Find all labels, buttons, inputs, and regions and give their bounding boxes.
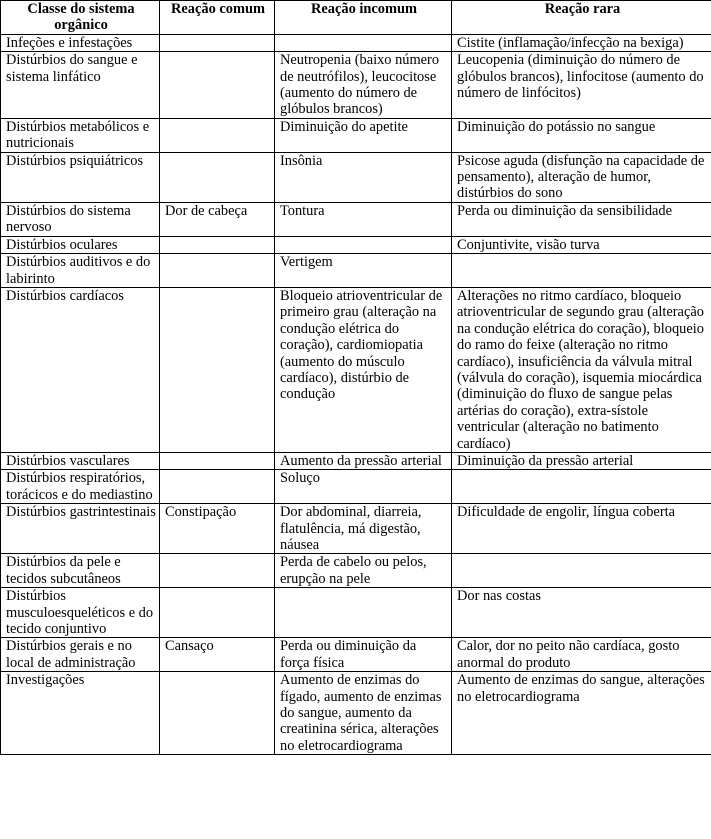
rare-reaction-cell: Cistite (inflamação/infecção na bexiga): [452, 34, 711, 51]
organ-class-cell: Distúrbios auditivos e do labirinto: [1, 254, 160, 288]
common-reaction-cell: [160, 588, 275, 638]
organ-class-cell: Distúrbios do sangue e sistema linfático: [1, 52, 160, 119]
uncommon-reaction-cell: Soluço: [275, 470, 452, 504]
organ-class-cell: Distúrbios cardíacos: [1, 287, 160, 452]
table-row: [1, 672, 711, 755]
table-row: [1, 152, 711, 202]
header-organ-class: Classe do sistema orgânico: [1, 1, 160, 35]
common-reaction-cell: [160, 118, 275, 152]
organ-class-cell: Investigações: [1, 672, 160, 755]
rare-reaction-cell: Diminuição do potássio no sangue: [452, 118, 711, 152]
table-row: [1, 118, 711, 152]
rare-reaction-cell: Diminuição da pressão arterial: [452, 452, 711, 469]
uncommon-reaction-cell: Perda de cabelo ou pelos, erupção na pele: [275, 554, 452, 588]
organ-class-cell: Distúrbios do sistema nervoso: [1, 202, 160, 236]
uncommon-reaction-cell: Tontura: [275, 202, 452, 236]
rare-reaction-cell: [452, 254, 711, 288]
organ-class-cell: Distúrbios musculoesqueléticos e do tecido conjuntivo: [1, 588, 160, 638]
rare-reaction-cell: Dor nas costas: [452, 588, 711, 638]
common-reaction-cell: [160, 287, 275, 452]
rare-reaction-cell: Dificuldade de engolir, língua coberta: [452, 504, 711, 554]
rare-reaction-cell: [452, 470, 711, 504]
organ-class-cell: Distúrbios metabólicos e nutricionais: [1, 118, 160, 152]
uncommon-reaction-cell: Insônia: [275, 152, 452, 202]
rare-reaction-cell: Aumento de enzimas do sangue, alterações no eletrocardiograma: [452, 672, 711, 755]
table-row: [1, 554, 711, 588]
uncommon-reaction-cell: Perda ou diminuição da força física: [275, 638, 452, 672]
organ-class-cell: Distúrbios oculares: [1, 236, 160, 253]
rare-reaction-cell: Conjuntivite, visão turva: [452, 236, 711, 253]
table-row: [1, 254, 711, 288]
uncommon-reaction-cell: Neutropenia (baixo número de neutrófilos), leucocitose (aumento do número de glóbulos brancos): [275, 52, 452, 119]
uncommon-reaction-cell: Diminuição do apetite: [275, 118, 452, 152]
rare-reaction-cell: Alterações no ritmo cardíaco, bloqueio atrioventricular de segundo grau (alteração na condução elétrica do coração), bloqueio do ramo do feixe (alteração no ritmo cardíaco), insuficiência da válvula mitral (válvula do coração), isquemia miocárdica (diminuição do fluxo de sangue pelas artérias do coração), extra-sístole ventricular (alteração no batimento cardíaco): [452, 287, 711, 452]
uncommon-reaction-cell: Aumento da pressão arterial: [275, 452, 452, 469]
organ-class-cell: Distúrbios vasculares: [1, 452, 160, 469]
common-reaction-cell: [160, 254, 275, 288]
common-reaction-cell: [160, 672, 275, 755]
common-reaction-cell: [160, 236, 275, 253]
table-row: [1, 470, 711, 504]
common-reaction-cell: [160, 452, 275, 469]
organ-class-cell: Distúrbios psiquiátricos: [1, 152, 160, 202]
uncommon-reaction-cell: Bloqueio atrioventricular de primeiro grau (alteração na condução elétrica do coração), cardiomiopatia (aumento do músculo cardíaco), distúrbio de condução: [275, 287, 452, 452]
table-row: [1, 452, 711, 469]
organ-class-cell: Infeções e infestações: [1, 34, 160, 51]
header-common-reaction: Reação comum: [160, 1, 275, 35]
common-reaction-cell: [160, 470, 275, 504]
table-row: [1, 638, 711, 672]
uncommon-reaction-cell: [275, 588, 452, 638]
uncommon-reaction-cell: [275, 236, 452, 253]
uncommon-reaction-cell: Dor abdominal, diarreia, flatulência, má digestão, náusea: [275, 504, 452, 554]
table-row: [1, 202, 711, 236]
organ-class-cell: Distúrbios respiratórios, torácicos e do mediastino: [1, 470, 160, 504]
table-row: [1, 34, 711, 51]
common-reaction-cell: [160, 554, 275, 588]
uncommon-reaction-cell: [275, 34, 452, 51]
rare-reaction-cell: [452, 554, 711, 588]
common-reaction-cell: [160, 34, 275, 51]
table-row: [1, 52, 711, 119]
rare-reaction-cell: Psicose aguda (disfunção na capacidade de pensamento), alteração de humor, distúrbios do sono: [452, 152, 711, 202]
organ-class-cell: Distúrbios gerais e no local de administração: [1, 638, 160, 672]
common-reaction-cell: [160, 52, 275, 119]
common-reaction-cell: Constipação: [160, 504, 275, 554]
table-row: [1, 504, 711, 554]
rare-reaction-cell: Perda ou diminuição da sensibilidade: [452, 202, 711, 236]
organ-class-cell: Distúrbios gastrintestinais: [1, 504, 160, 554]
header-rare-reaction: Reação rara: [452, 1, 711, 35]
organ-class-cell: Distúrbios da pele e tecidos subcutâneos: [1, 554, 160, 588]
common-reaction-cell: Cansaço: [160, 638, 275, 672]
header-uncommon-reaction: Reação incomum: [275, 1, 452, 35]
rare-reaction-cell: Leucopenia (diminuição do número de glóbulos brancos), linfocitose (aumento do número de linfócitos): [452, 52, 711, 119]
table-row: [1, 588, 711, 638]
table-row: [1, 236, 711, 253]
rare-reaction-cell: Calor, dor no peito não cardíaca, gosto anormal do produto: [452, 638, 711, 672]
uncommon-reaction-cell: Vertigem: [275, 254, 452, 288]
common-reaction-cell: [160, 152, 275, 202]
uncommon-reaction-cell: Aumento de enzimas do fígado, aumento de enzimas do sangue, aumento da creatinina sérica, alterações no eletrocardiograma: [275, 672, 452, 755]
header-row: [1, 1, 711, 35]
table-body: [1, 34, 711, 754]
table-row: [1, 287, 711, 452]
common-reaction-cell: Dor de cabeça: [160, 202, 275, 236]
